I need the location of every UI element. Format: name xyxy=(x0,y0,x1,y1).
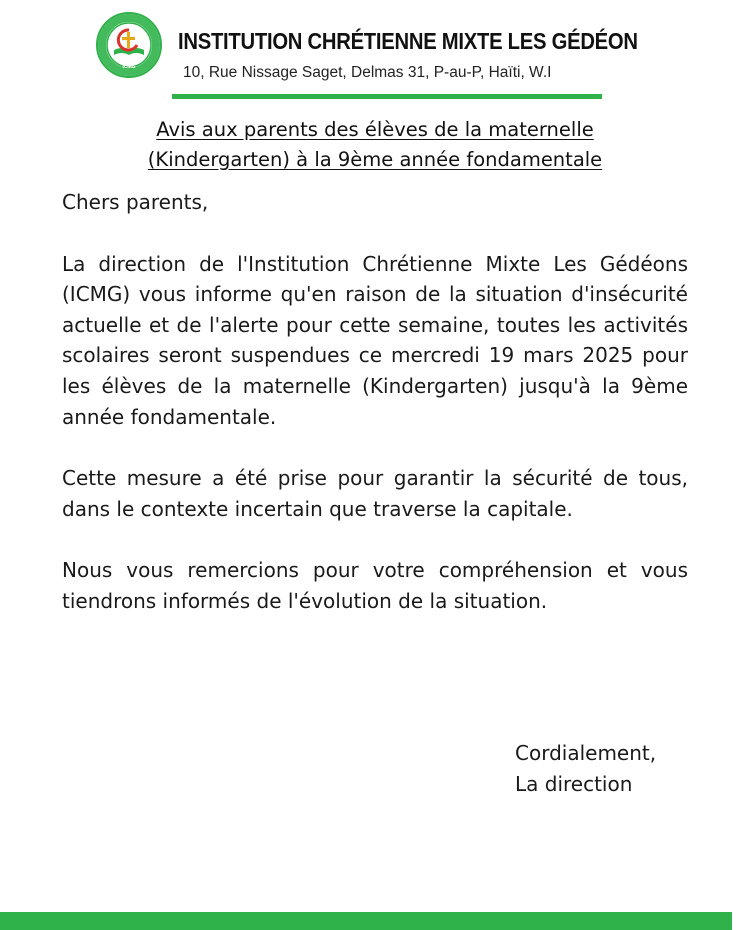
footer-bar xyxy=(0,912,732,930)
school-name: INSTITUTION CHRÉTIENNE MIXTE LES GÉDÉON xyxy=(178,28,638,54)
paragraph-announcement: La direction de l'Institution Chrétienne Mixte Les Gédéons (ICMG) vous informe qu'en raison de la situation d'insécurité actuelle et de l'alerte pour cette semaine, toutes les activités scolaires seront suspendues ce mercredi 19 mars 2025 pour les élèves de la maternelle (Kindergarten) jusqu'à la 9ème année fondamentale. xyxy=(62,251,688,429)
greeting: Chers parents, xyxy=(62,190,209,214)
closing-salutation: Cordialement, xyxy=(515,741,657,765)
notice-title-line1: Avis aux parents des élèves de la maternelle xyxy=(156,118,594,141)
notice-title-line2: (Kindergarten) à la 9ème année fondamentale xyxy=(147,148,603,171)
header-divider xyxy=(172,94,602,99)
notice-title xyxy=(0,115,750,175)
school-logo-icon xyxy=(96,12,162,78)
school-address: 10, Rue Nissage Saget, Delmas 31, P-au-P, Haïti, W.I xyxy=(183,64,552,81)
notice-body xyxy=(62,187,688,648)
paragraph-reason: Cette mesure a été prise pour garantir la sécurité de tous, dans le contexte incertain que traverse la capitale. xyxy=(62,466,688,521)
signature: La direction xyxy=(515,772,633,796)
svg-text:ICMG: ICMG xyxy=(122,64,136,70)
paragraph-thanks: Nous vous remercions pour votre compréhension et vous tiendrons informés de l'évolution de la situation. xyxy=(62,558,688,613)
closing-block xyxy=(515,738,656,800)
letterhead xyxy=(0,0,750,100)
